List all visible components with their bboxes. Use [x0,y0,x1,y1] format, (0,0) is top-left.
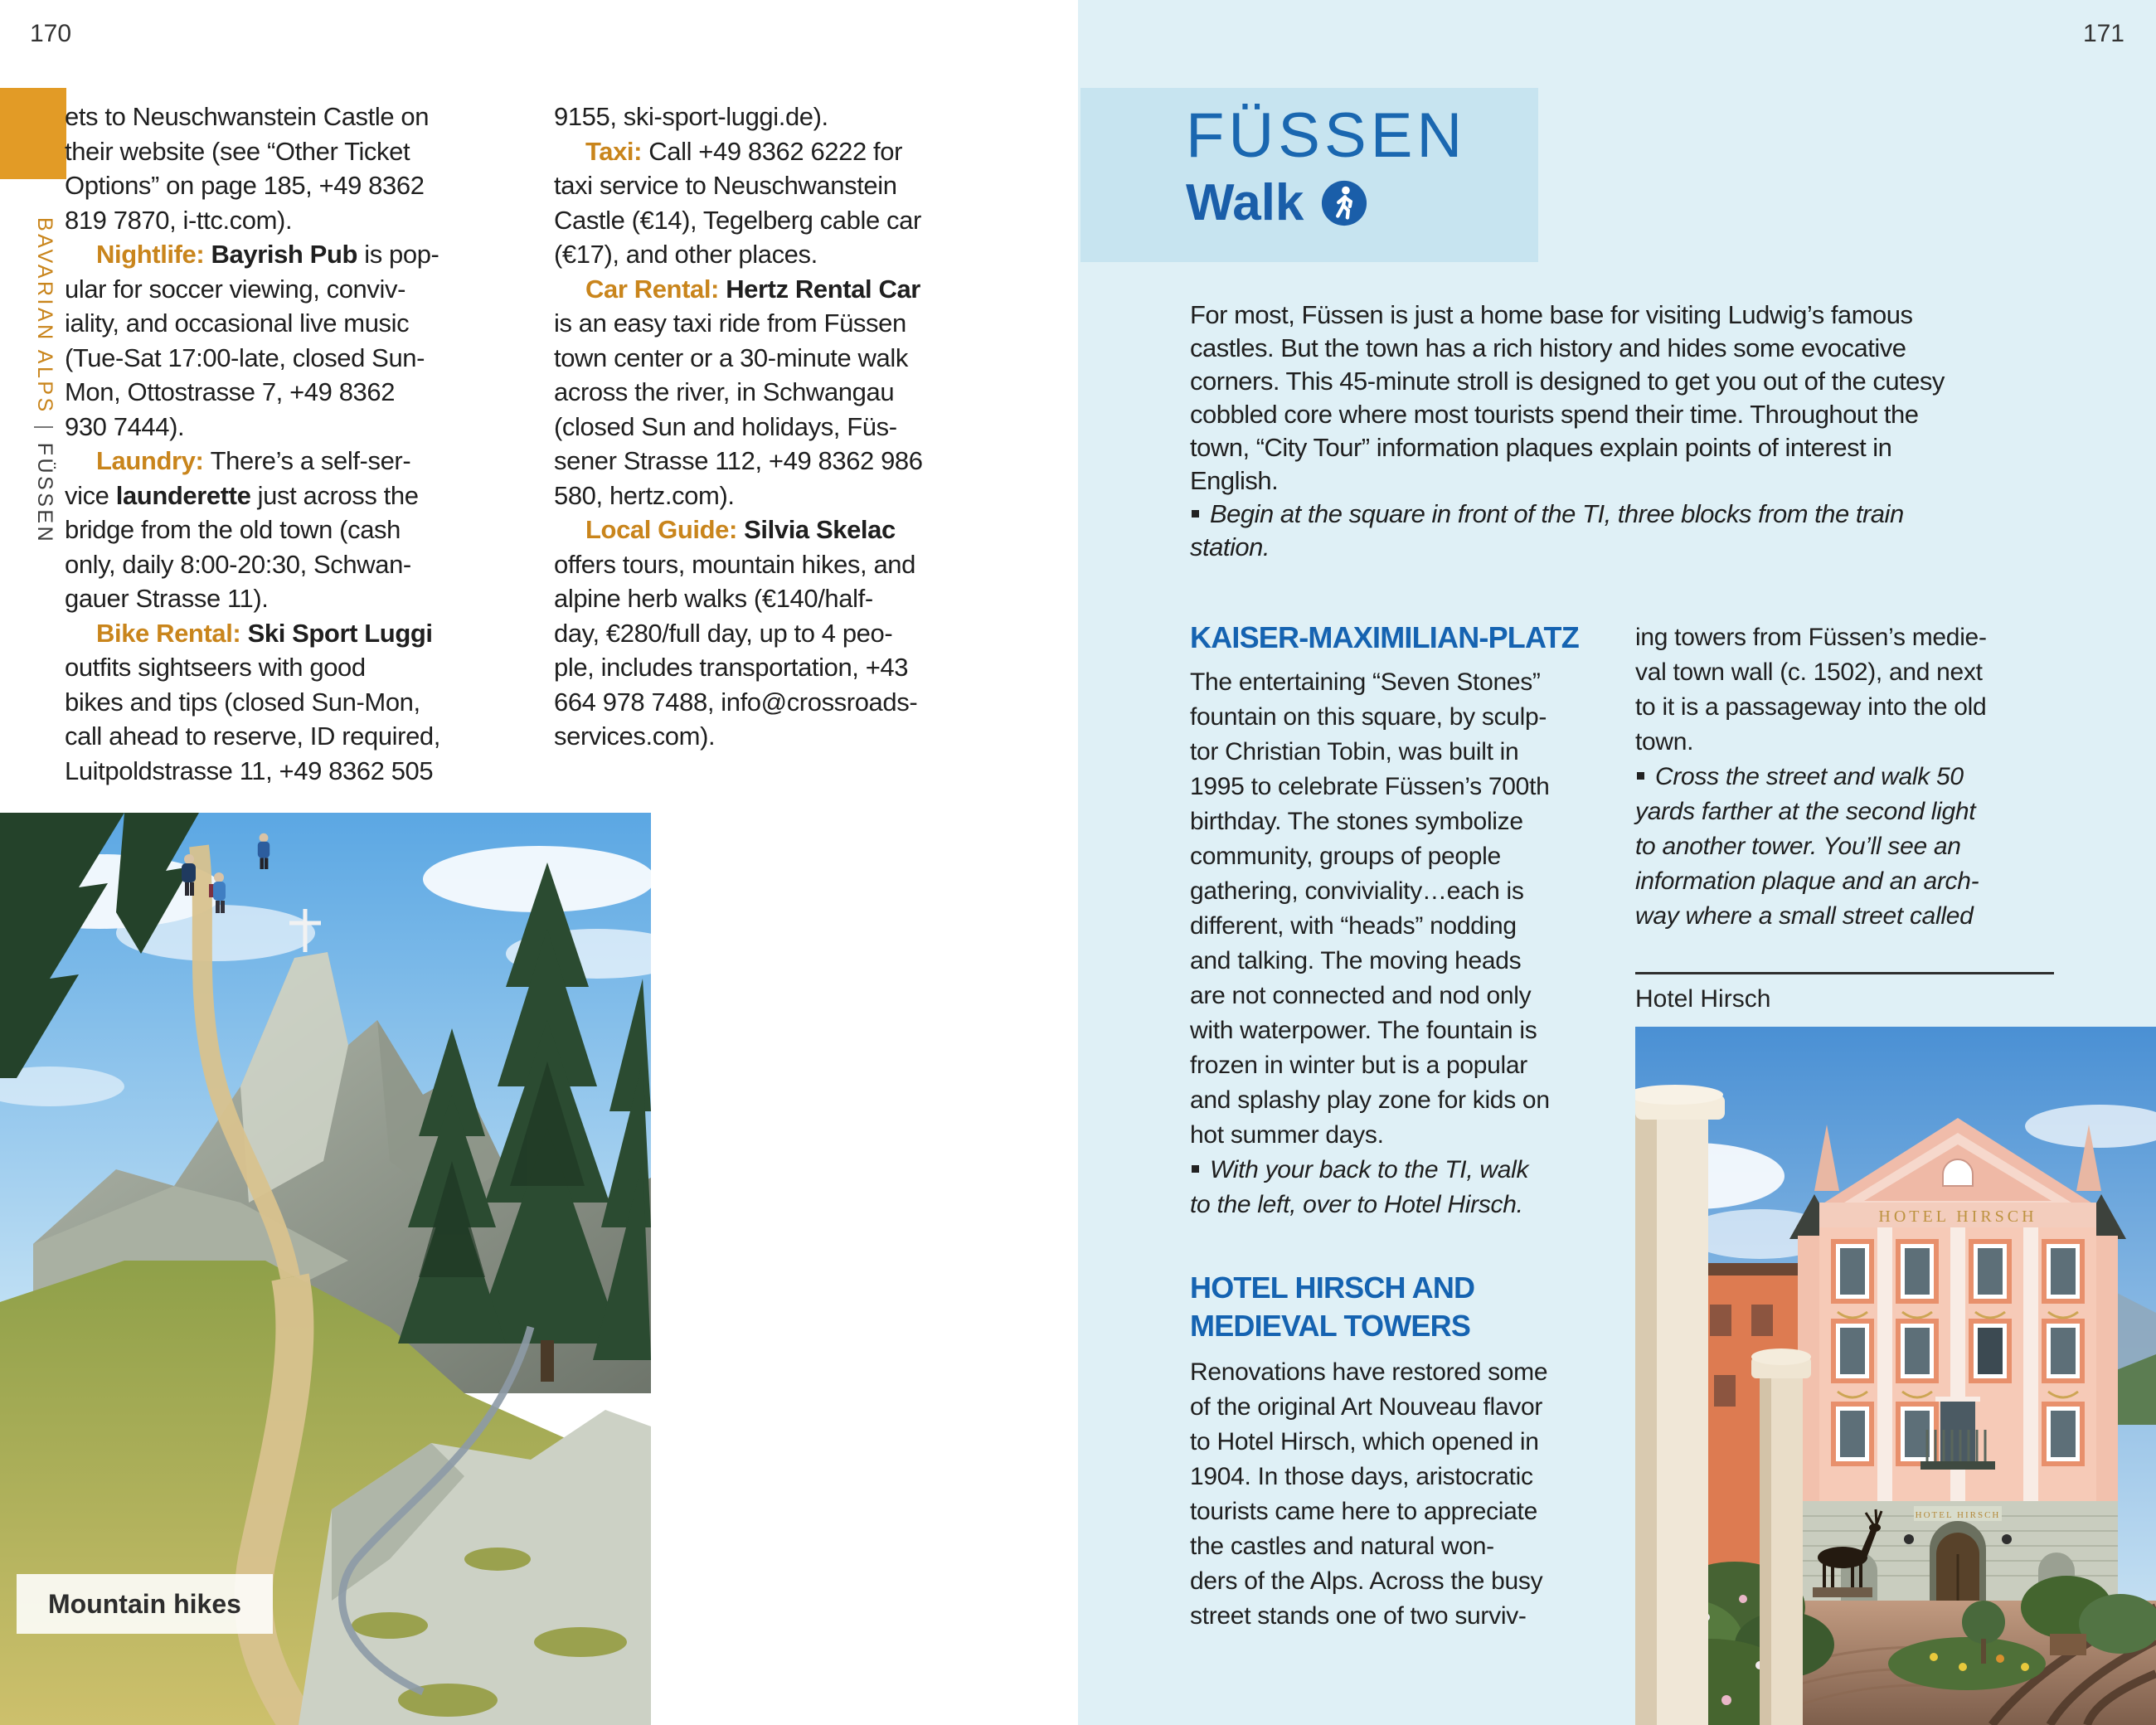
entrance-sign: HOTEL HIRSCH [1915,1510,2001,1520]
mountain-hike-photo [0,813,651,1725]
left-text-column-2: 9155, ski-sport-luggi.de). Taxi: Call +49 8362 6222 for taxi service to Neuschwanstein Castle (€14), Tegelberg cable car (€17), and other places. Car Rental: Hertz Rental Car is an easy taxi ride from Füssen town center or a 30-minute walk across the river, in Schwangau (closed Sun and holidays, Füs- sener Strasse 112, +49 8362 986 580, hertz.com). Local Guide: Silvia Skelac offers tours, mountain hikes, and alpine herb walks (€140/half- day, €280/full day, up to 4 peo- ple, includes transportation, +43 664 978 7488, info@crossroads- services.com). [554,102,923,751]
sidebar-divider: | [33,424,56,433]
right-column-right: ing towers from Füssen’s medie- val town wall (c. 1502), and next to it is a passageway into the old town. Cross the street and walk 50 yards farther at the second light to another tower. You’ll see an information plaque and an arch- way where a small street called [1635,624,1987,930]
section-heading-kaiser: KAISER-MAXIMILIAN-PLATZ [1190,620,1579,654]
walk-subtitle: Walk [1186,174,1304,231]
bullet-square [1192,1165,1199,1173]
section-heading-hotel: HOTEL HIRSCH AND MEDIEVAL TOWERS [1190,1271,1475,1343]
right-column-left [1190,619,1621,1634]
caption-rule [1635,972,2054,974]
walk-header [1080,88,1538,262]
sidebar-chapter: BAVARIAN ALPS [33,217,56,415]
plaza-column-mid [1751,1348,1811,1725]
hotel-hirsch-photo [1635,1027,2156,1725]
walk-title: FÜSSEN [1186,100,1467,171]
hotel-text: Renovations have restored some of the original Art Nouveau flavor to Hotel Hirsch, which opened in 1904. In those days, aristocratic tourists came here to appreciate the castles and natural won- ders of the Alps. Across the busy street stands one of two surviv- [1190,1358,1548,1630]
sidebar-section: FÜSSEN [33,442,56,545]
kaiser-text: The entertaining “Seven Stones” fountain on this square, by sculp- tor Christian Tobin, was built in 1995 to celebrate Füssen’s 700th birthday. The stones symbolize community, groups of people gathering, conviviality…each is different, with “heads” nodding and talking. The moving heads are not connected and nod only with waterpower. The fountain is frozen in winter but is a popular and splashy play zone for kids on hot summer days. With your back to the TI, walk to the left, over to Hotel Hirsch. [1190,668,1550,1218]
walk-intro: For most, Füssen is just a home base for visiting Ludwig’s famous castles. But the town has a rich history and hides some evocative corners. This 45-minute stroll is designed to get you out of the cutesy cobbled core where most tourists spend their time. Throughout the town, “City Tour” information plaques explain points of interest in English. Begin at the square in front of the TI, three blocks from the train station. [1190,300,1945,561]
bullet-square [1192,510,1199,518]
mountain-photo-caption: Mountain hikes [17,1574,273,1634]
chapter-tab [0,88,66,179]
pediment-sign: HOTEL HIRSCH [1878,1208,2037,1226]
left-text-column-1: ets to Neuschwanstein Castle on their website (see “Other Ticket Options” on page 185, +49 8362 819 7870, i-ttc.com). Nightlife: Bayrish Pub is pop- ular for soccer viewing, conviv- iality, and occasional live music (Tue-Sat 17:00-late, closed Sun- Mon, Ottostrasse 7, +49 8362 930 7444). Laundry: There’s a self-ser- vice launderette just across the bridge from the old town (cash only, daily 8:00-20:30, Schwan- gauer Strasse 11). Bike Rental: Ski Sport Luggi outfits sightseers with good bikes and tips (closed Sun-Mon, call ahead to reserve, ID required, Luitpoldstrasse 11, +49 8362 505 [65,102,440,785]
hotel-photo-caption: Hotel Hirsch [1635,985,1771,1013]
page-number-right: 171 [2082,20,2124,47]
bullet-square [1637,772,1644,780]
right-page [1078,0,2156,1725]
hotel-photo-illustration [1635,1027,2156,1725]
pedestrian-icon [1320,179,1368,227]
sidebar-vertical-label [32,217,56,544]
page-number-left: 170 [30,20,72,47]
